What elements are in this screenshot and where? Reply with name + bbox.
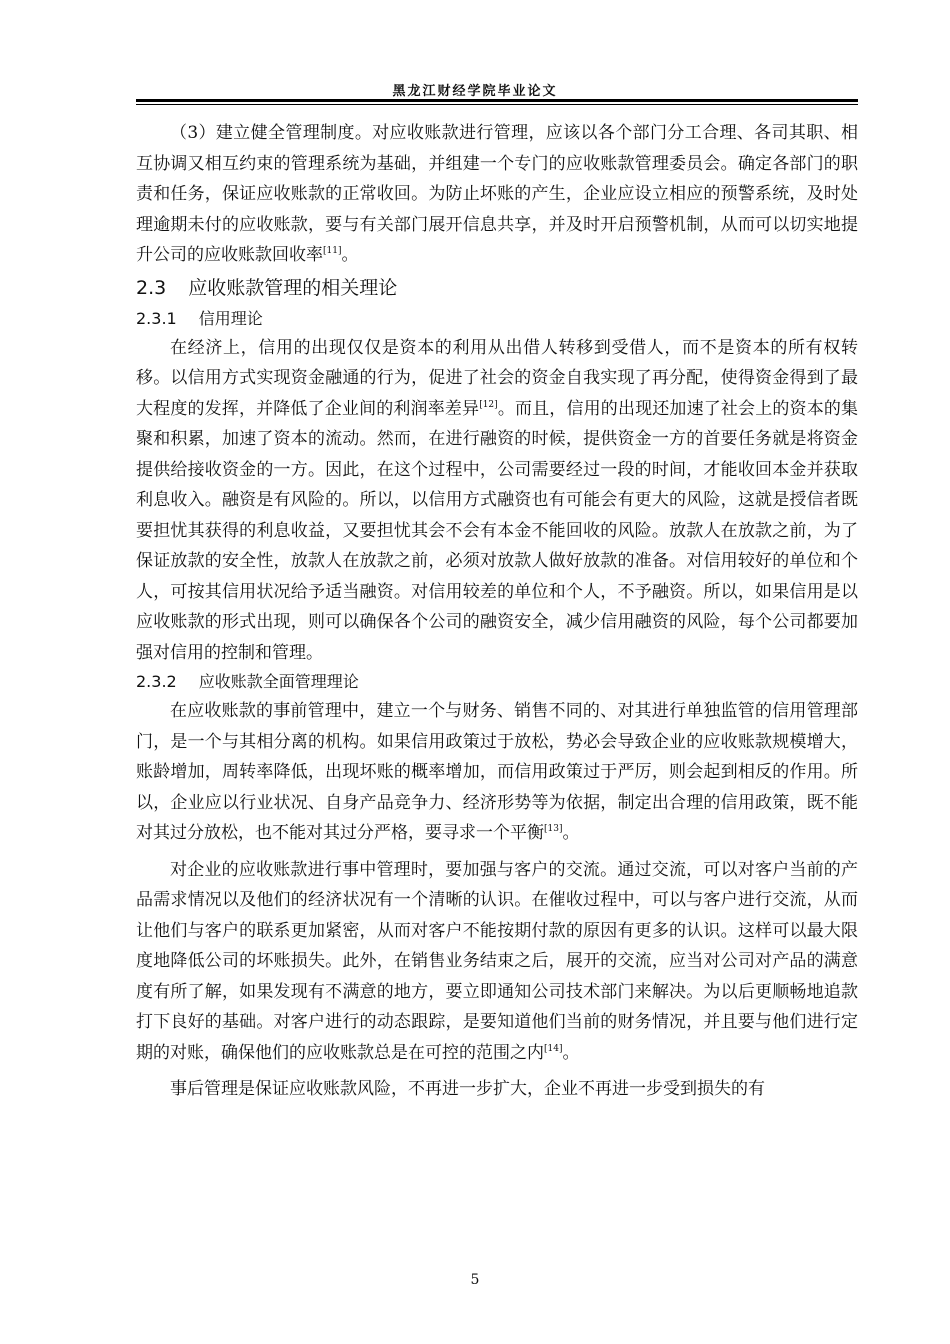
subsection-heading-2-3-1 <box>136 305 858 333</box>
section-heading-2-3 <box>136 271 858 305</box>
paragraph-post-management: 事后管理是保证应收账款风险，不再进一步扩大，企业不再进一步受到损失的有 <box>170 1079 765 1099</box>
subsection-heading-2-3-2 <box>136 668 858 696</box>
citation-11: [11] <box>323 246 342 256</box>
citation-12: [12] <box>479 399 498 410</box>
page-number: 5 <box>470 1272 480 1288</box>
header-title: 黑龙江财经学院毕业论文 <box>392 84 558 99</box>
paragraph-pre-management: 在应收账款的事前管理中，建立一个与财务、销售不同的、对其进行单独监管的信用管理部门，是一个与其相分离的机构。如果信用政策过于放松，势必会导致企业的应收账款规模增大，账龄增加，周转率降低，出现坏账的概率增加，而信用政策过于严厉，则会起到相反的作用。所以，企业应以行业状况、自身产品竞争力、经济形势等为依据，制定出合理的信用政策，既不能对其过分放松，也不能对其过分严格，要寻求一个平衡[13]。 <box>136 701 858 843</box>
citation-14: [14] <box>544 1043 563 1054</box>
section-title: 应收账款管理的相关理论 <box>188 276 398 299</box>
subsection-number: 2.3.2 <box>136 672 177 691</box>
subsection-title: 应收账款全面管理理论 <box>198 672 359 691</box>
subsection-title: 信用理论 <box>198 308 263 328</box>
subsection-number: 2.3.1 <box>136 308 177 328</box>
paragraph-in-process-management: 对企业的应收账款进行事中管理时，要加强与客户的交流。通过交流，可以对客户当前的产品需求情况以及他们的经济状况有一个清晰的认识。在催收过程中，可以与客户进行交流，从而让他们与客户的联系更加紧密，从而对客户不能按期付款的原因有更多的认识。这样可以最大限度地降低公司的坏账损失。此外，在销售业务结束之后，展开的交流，应当对公司对产品的满意度有所了解，如果发现有不满意的地方，要立即通知公司技术部门来解决。为以后更顺畅地追款打下良好的基础。对客户进行的动态跟踪，是要知道他们当前的财务情况，并且要与他们进行定期的对账，确保他们的应收账款总是在可控的范围之内[14]。 <box>136 859 858 1063</box>
paragraph-management-system: （3）建立健全管理制度。对应收账款进行管理，应该以各个部门分工合理、各司其职、相互协调又相互约束的管理系统为基础，并组建一个专门的应收账款管理委员会。确定各部门的职责和任务，保证应收账款的正常收回。为防止坏账的产生，企业应设立相应的预警系统，及时处理逾期未付的应收账款，要与有关部门展开信息共享，并及时开启预警机制，从而可以切实地提升公司的应收账款回收率[11]。 <box>136 123 858 265</box>
header-rule-thick <box>136 99 858 102</box>
page-body <box>136 118 858 1105</box>
citation-13: [13] <box>544 824 563 834</box>
section-number: 2.3 <box>136 276 167 299</box>
header-rule-thin <box>136 104 858 105</box>
paragraph-credit-theory: 在经济上，信用的出现仅仅是资本的利用从出借人转移到受借人，而不是资本的所有权转移。以信用方式实现资金融通的行为，促进了社会的资金自我实现了再分配，使得资金得到了最大程度的发挥，并降低了企业间的利润率差异[12]。而且，信用的出现还加速了社会上的资本的集聚和积累，加速了资本的流动。然而，在进行融资的时候，提供资金一方的首要任务就是将资金提供给接收资金的一方。因此，在这个过程中，公司需要经过一段的时间，才能收回本金并获取利息收入。融资是有风险的。所以，以信用方式融资也有可能会有更大的风险，这就是授信者既要担忧其获得的利息收益，又要担忧其会不会有本金不能回收的风险。放款人在放款之前，为了保证放款的安全性，放款人在放款之前，必须对放款人做好放款的准备。对信用较好的单位和个人，可按其信用状况给予适当融资。对信用较差的单位和个人，不予融资。所以，如果信用是以应收账款的形式出现，则可以确保各个公司的融资安全，减少信用融资的风险，每个公司都要加强对信用的控制和管理。 <box>136 337 859 663</box>
